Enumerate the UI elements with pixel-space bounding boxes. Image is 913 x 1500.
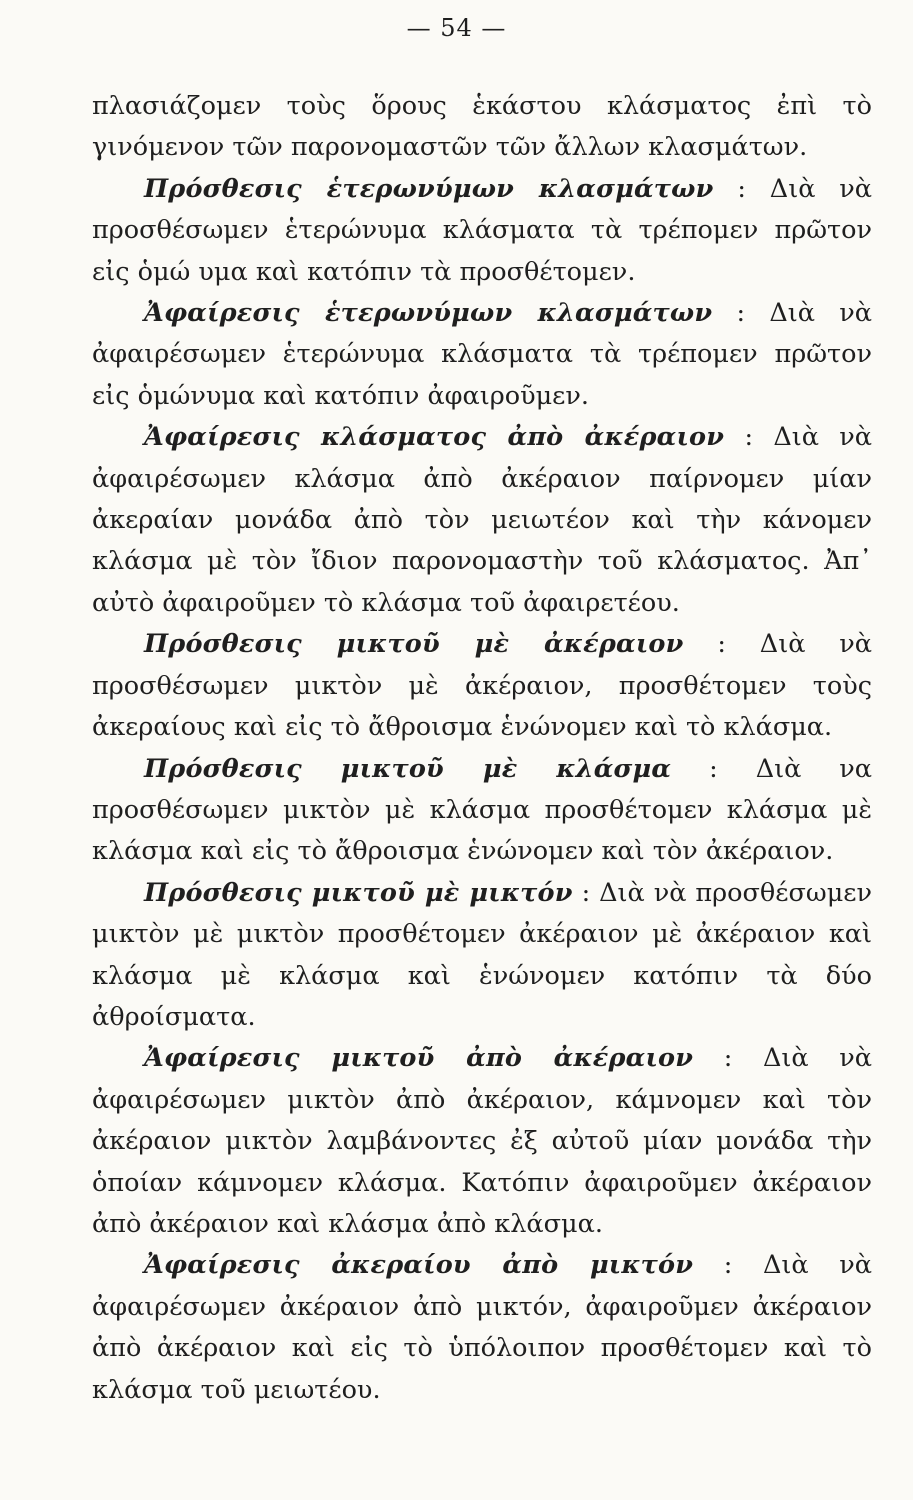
paragraph-heading: Ἀφαίρεσις μικτοῦ ἀπὸ ἀκέραιον xyxy=(144,1043,694,1074)
paragraph-heading: Πρόσθεσις μικτοῦ μὲ μικτόν xyxy=(144,877,573,908)
paragraph-text: : Διὰ νὰ προσθέσωμεν ἑτερώνυμα κλάσματα τὰ τρέπομεν πρῶτον εἰς ὁμώ υμα καὶ κατόπιν τὰ προσθέτομεν. xyxy=(92,173,872,287)
paragraph-heading: Πρόσθεσις μικτοῦ μὲ ἀκέραιον xyxy=(144,629,684,660)
text-body xyxy=(92,86,872,1411)
paragraph-text: πλασιάζομεν τοὺς ὅρους ἑκάστου κλάσματος ἐπὶ τὸ γινόμενον τῶν παρονομαστῶν τῶν ἄλλων κλασμάτων. xyxy=(92,91,872,163)
paragraph-text: : Διὰ νὰ ἀφαιρέσωμεν ἑτερώνυμα κλάσματα τὰ τρέπομεν πρῶτον εἰς ὁμώνυμα καὶ κατόπιν ἀφαιροῦμεν. xyxy=(92,298,872,411)
paragraph-heading: Πρόσθεσις μικτοῦ μὲ κλάσμα xyxy=(144,753,672,784)
paragraph-fraction-from-integer xyxy=(92,417,872,624)
paragraph-text: : Διὰ νὰ ἀφαιρέσωμεν κλάσμα ἀπὸ ἀκέραιον παίρνομεν μίαν ἀκεραίαν μονάδα ἀπὸ τὸν μειωτέον καὶ τὴν κάνομεν κλάσμα μὲ τὸν ἴδιον παρονομαστὴν τοῦ κλάσματος. Ἀπ᾽ αὐτὸ ἀφαιροῦμεν τὸ κλάσμα τοῦ ἀφαιρετέου. xyxy=(92,422,873,618)
paragraph-heading: Ἀφαίρεσις ἀκεραίου ἀπὸ μικτόν xyxy=(144,1250,694,1281)
paragraph-mixed-plus-mixed xyxy=(92,873,872,1039)
paragraph-text: : Διὰ νὰ προσθέσωμεν μικτὸν μὲ μικτὸν προσθέτομεν ἀκέραιον μὲ ἀκέραιον καὶ κλάσμα μὲ κλάσμα καὶ ἑνώνομεν κατόπιν τὰ δύο ἀθροίσματα. xyxy=(92,877,872,1032)
paragraph-text: : Διὰ να προσθέσωμεν μικτὸν μὲ κλάσμα προσθέτομεν κλάσμα μὲ κλάσμα καὶ εἰς τὸ ἄθροισμα ἑνώνομεν καὶ τὸν ἀκέραιον. xyxy=(92,753,873,867)
paragraph-addition-unlike-fractions xyxy=(92,169,872,293)
paragraph-mixed-plus-integer xyxy=(92,624,872,748)
paragraph-continuation xyxy=(92,86,872,169)
page-number: — 54 — xyxy=(406,14,507,42)
paragraph-mixed-plus-fraction xyxy=(92,749,872,873)
paragraph-heading: Πρόσθεσις ἑτερωνύμων κλασμάτων xyxy=(144,173,714,204)
paragraph-heading: Ἀφαίρεσις κλάσματος ἀπὸ ἀκέραιον xyxy=(144,422,725,453)
paragraph-subtraction-unlike-fractions xyxy=(92,293,872,417)
paragraph-integer-from-mixed xyxy=(92,1245,872,1411)
paragraph-text: : Διὰ νὰ ἀφαιρέσωμεν μικτὸν ἀπὸ ἀκέραιον, κάμνομεν καὶ τὸν ἀκέραιον μικτὸν λαμβάνοντες ἐξ αὐτοῦ μίαν μονάδα τὴν ὁποίαν κάμνομεν κλάσμα. Κατόπιν ἀφαιροῦμεν ἀκέραιον ἀπὸ ἀκέραιον καὶ κλάσμα ἀπὸ κλάσμα. xyxy=(92,1043,872,1239)
paragraph-text: : Διὰ νὰ ἀφαιρέσωμεν ἀκέραιον ἀπὸ μικτόν, ἀφαιροῦμεν ἀκέραιον ἀπὸ ἀκέραιον καὶ εἰς τὸ ὑπόλοιπον προσθέτομεν καὶ τὸ κλάσμα τοῦ μειωτέου. xyxy=(92,1250,872,1405)
paragraph-heading: Ἀφαίρεσις ἑτερωνύμων κλασμάτων xyxy=(144,298,713,329)
paragraph-mixed-from-integer xyxy=(92,1038,872,1245)
paragraph-text: : Διὰ νὰ προσθέσωμεν μικτὸν μὲ ἀκέραιον, προσθέτομεν τοὺς ἀκεραίους καὶ εἰς τὸ ἄθροισμα ἑνώνομεν καὶ τὸ κλάσμα. xyxy=(92,629,872,743)
